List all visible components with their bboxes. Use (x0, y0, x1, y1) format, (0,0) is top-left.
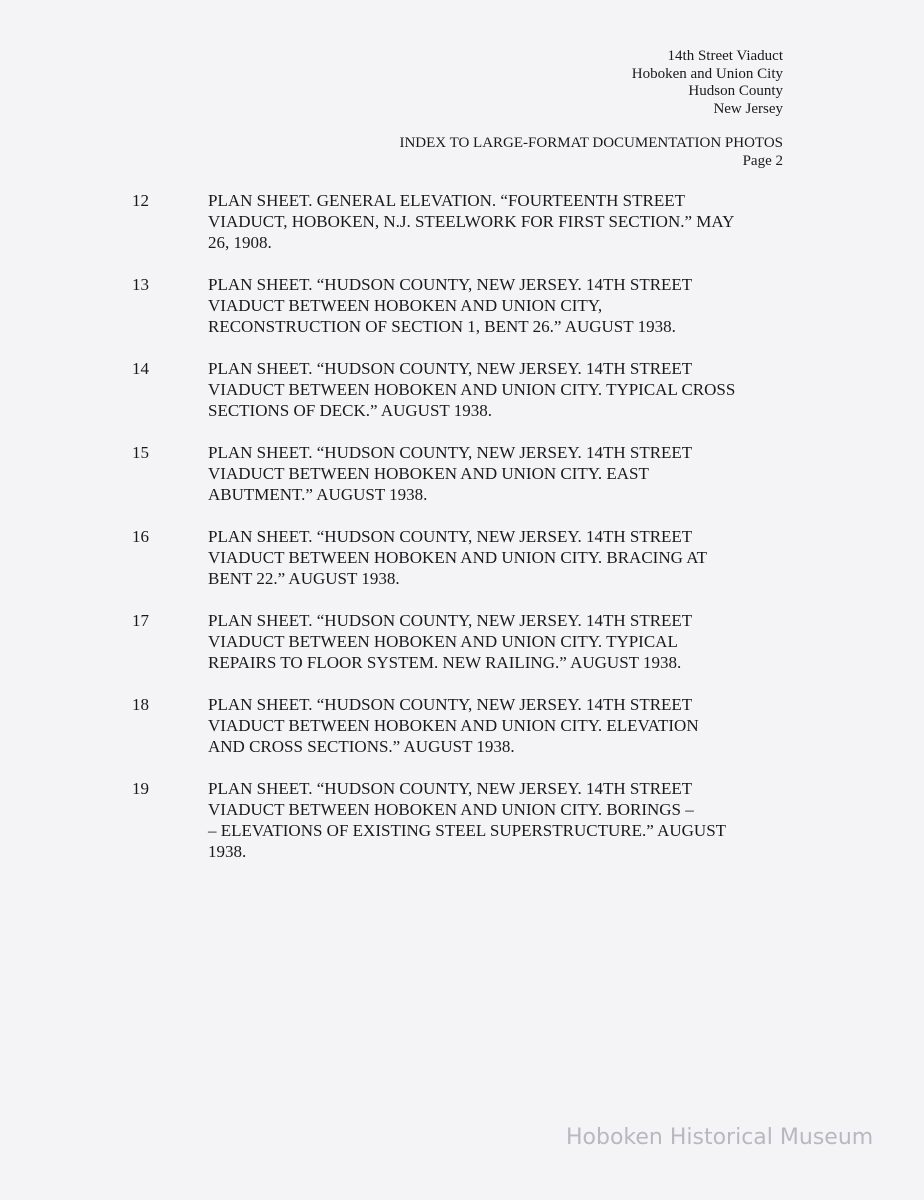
entry-number: 17 (132, 611, 149, 630)
entry-number: 15 (132, 443, 149, 462)
header-spacer (399, 118, 783, 135)
entry-description: PLAN SHEET. GENERAL ELEVATION. “FOURTEENTH STREET VIADUCT, HOBOKEN, N.J. STEELWORK FOR FIRST SECTION.” MAY 26, 1908. (208, 191, 735, 252)
entry-description: PLAN SHEET. “HUDSON COUNTY, NEW JERSEY. 14TH STREET VIADUCT BETWEEN HOBOKEN AND UNION CITY. TYPICAL REPAIRS TO FLOOR SYSTEM. NEW RAILING.” AUGUST 1938. (208, 611, 693, 672)
index-entry (132, 608, 792, 692)
header-state-line: New Jersey (713, 100, 783, 117)
index-entry (132, 356, 792, 440)
entry-number: 12 (132, 191, 149, 210)
entry-number: 14 (132, 359, 149, 378)
index-entry (132, 272, 792, 356)
page-number: Page 2 (742, 152, 783, 169)
index-entry (132, 440, 792, 524)
document-header (399, 48, 783, 170)
entry-description: PLAN SHEET. “HUDSON COUNTY, NEW JERSEY. 14TH STREET VIADUCT BETWEEN HOBOKEN AND UNION CITY. ELEVATION AND CROSS SECTIONS.” AUGUST 1938. (208, 695, 699, 756)
entry-number: 13 (132, 275, 149, 294)
index-entry (132, 188, 792, 272)
entry-description: PLAN SHEET. “HUDSON COUNTY, NEW JERSEY. 14TH STREET VIADUCT BETWEEN HOBOKEN AND UNION CITY. EAST ABUTMENT.” AUGUST 1938. (208, 443, 693, 504)
entry-description: PLAN SHEET. “HUDSON COUNTY, NEW JERSEY. 14TH STREET VIADUCT BETWEEN HOBOKEN AND UNION CITY. BRACING AT BENT 22.” AUGUST 1938. (208, 527, 707, 588)
photo-index-list (132, 188, 792, 860)
index-entry (132, 776, 792, 860)
index-title: INDEX TO LARGE-FORMAT DOCUMENTATION PHOTOS (399, 135, 783, 151)
entry-description: PLAN SHEET. “HUDSON COUNTY, NEW JERSEY. 14TH STREET VIADUCT BETWEEN HOBOKEN AND UNION CITY. BORINGS – – ELEVATIONS OF EXISTING STEEL SUPERSTRUCTURE.” AUGUST 1938. (208, 779, 727, 861)
entry-number: 19 (132, 779, 149, 798)
entry-number: 18 (132, 695, 149, 714)
entry-description: PLAN SHEET. “HUDSON COUNTY, NEW JERSEY. 14TH STREET VIADUCT BETWEEN HOBOKEN AND UNION CITY. TYPICAL CROSS SECTIONS OF DECK.” AUGUST 1938. (208, 359, 736, 420)
header-county-line: Hudson County (688, 83, 783, 99)
entry-number: 16 (132, 527, 149, 546)
entry-description: PLAN SHEET. “HUDSON COUNTY, NEW JERSEY. 14TH STREET VIADUCT BETWEEN HOBOKEN AND UNION CITY, RECONSTRUCTION OF SECTION 1, BENT 26.” AUGUST 1938. (208, 275, 693, 336)
header-title-line: 14th Street Viaduct (667, 48, 783, 64)
index-entry (132, 524, 792, 608)
museum-watermark: Hoboken Historical Museum (566, 1125, 874, 1150)
index-entry (132, 692, 792, 776)
header-location-line: Hoboken and Union City (631, 65, 783, 82)
